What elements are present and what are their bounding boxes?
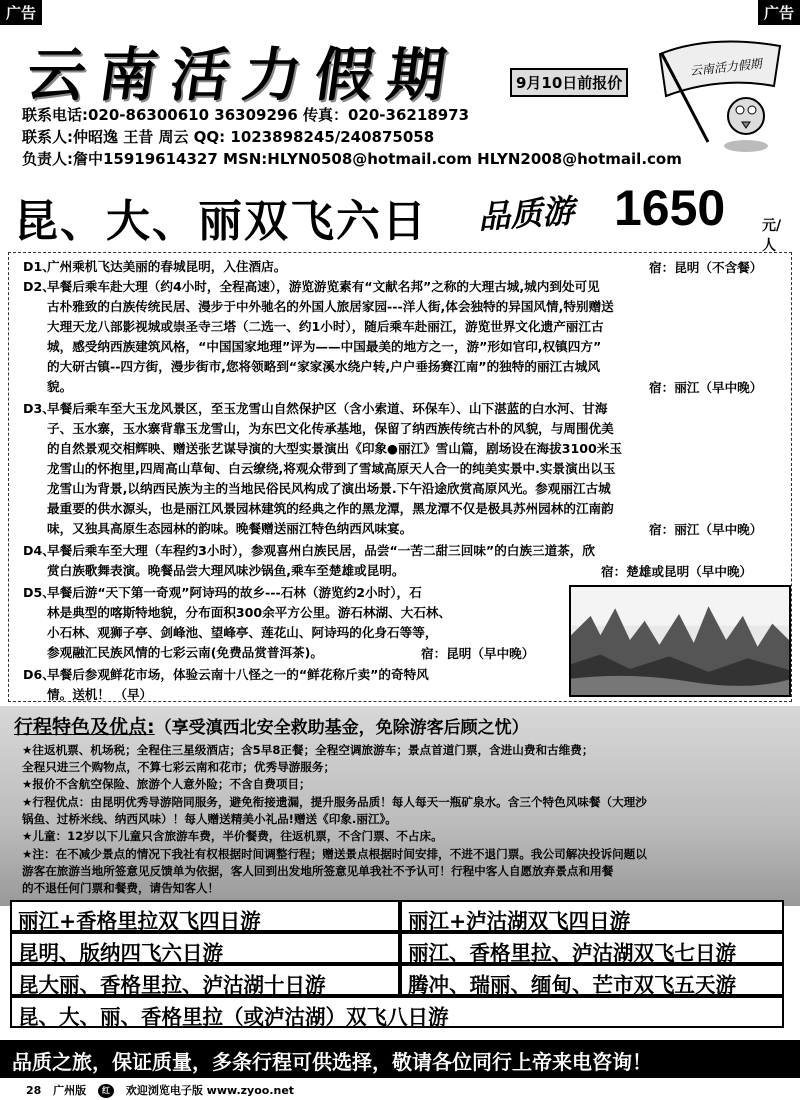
tour-option: 昆明、版纳四飞六日游 bbox=[10, 932, 400, 964]
tour-option: 丽江+泸沽湖双飞四日游 bbox=[400, 900, 784, 932]
slogan-banner: 品质之旅，保证质量，多条行程可供选择，敬请各位同行上帝来电咨询！ bbox=[0, 1040, 800, 1078]
day-line: 情。送机！ （早） bbox=[47, 687, 153, 702]
day-item: D3、早餐后乘车至大玉龙风景区，至玉龙雪山自然保护区（含小索道、环保车）、山下湛蓝的白水河、甘海 bbox=[23, 401, 608, 416]
ad-label-right: 广告 bbox=[758, 0, 800, 25]
tour-option: 丽江、香格里拉、泸沽湖双飞七日游 bbox=[400, 932, 784, 964]
day-stay: 宿：楚雄或昆明（早中晚） bbox=[601, 564, 753, 579]
day-stay: 宿：昆明（早中晚） bbox=[421, 646, 535, 661]
itinerary-box bbox=[8, 252, 792, 702]
page-number: 28 bbox=[26, 1084, 42, 1097]
feature-item: ★往返机票、机场税；全程住三星级酒店；含5早8正餐；全程空调旅游车；景点首道门票，含进山费和古维费； 全程只进三个购物点，不算七彩云南和花市；优秀导游服务； bbox=[22, 743, 594, 774]
brand-title: 云南活力假期 bbox=[22, 41, 465, 109]
tour-option: 腾冲、瑞丽、缅甸、芒市双飞五天游 bbox=[400, 964, 784, 996]
day-line: 古朴雅致的白族传统民居、漫步于中外驰名的外国人旅居家园---洋人街,体会独特的异国风情,特别赠送 bbox=[47, 299, 614, 314]
day-item: D6、早餐后参观鲜花市场，体验云南十八怪之一的“鲜花称斤卖”的奇特风 bbox=[23, 667, 429, 682]
contact-phone-line: 联系电话:020-86300610 36309296 传真：020-36218973 bbox=[22, 106, 470, 124]
day-line: 赏白族歌舞表演。晚餐品尝大理风味沙锅鱼,乘车至楚雄或昆明。 bbox=[47, 563, 405, 578]
day-line: 子、玉水寨，玉水寨背靠玉龙雪山，为东巴文化传承基地，保留了纳西族传统古朴的风貌，与周围优美 bbox=[47, 421, 614, 436]
title-row bbox=[10, 180, 795, 254]
publisher-logo-icon: 红 bbox=[98, 1084, 114, 1098]
ad-label-left: 广告 bbox=[0, 0, 42, 25]
day-line: 城，感受纳西族建筑风格，“中国国家地理”评为——中国最美的地方之一，游”形如官印,权镇四方” bbox=[47, 339, 602, 354]
feature-item: ★报价不含航空保险、旅游个人意外险；不含自费项目； bbox=[22, 777, 311, 791]
features-section bbox=[0, 706, 800, 906]
day-stay: 宿：昆明（不含餐） bbox=[649, 260, 763, 275]
mascot-flag-icon bbox=[650, 24, 790, 154]
day-item: D1、广州乘机飞达美丽的春城昆明，入住酒店。 bbox=[23, 259, 287, 274]
day-line: 龙雪山为背景,以纳西民族为主的当地民俗民风构成了演出场景.下午沿途欣赏高原风光。参观丽江古城 bbox=[47, 481, 611, 496]
day-stay: 宿：丽江（早中晚） bbox=[649, 522, 763, 537]
edition-label: 广州版 bbox=[53, 1084, 87, 1097]
date-badge: 9月10日前报价 bbox=[510, 68, 628, 97]
quality-tour-label: 品质游 bbox=[476, 191, 576, 237]
day-line: 龙雪山的怀抱里,四周高山草甸、白云缭绕,将观众带到了雪域高原天人合一的纯美实景中.实景演出以玉 bbox=[47, 461, 616, 476]
day-line: 貌。 bbox=[47, 379, 73, 394]
feature-item: ★行程优点：由昆明优秀导游陪同服务，避免衔接遗漏，提升服务品质！每人每天一瓶矿泉水。含三个特色风味餐（大理沙 锅鱼、过桥米线、纳西风味）！每人赠送精美小礼品!赠送《印象.丽江》。 bbox=[22, 795, 647, 826]
flag-text: 云南活力假期 bbox=[689, 56, 763, 79]
feature-item: ★儿童：12岁以下儿童只含旅游车费，半价餐费，往返机票，不含门票、不占床。 bbox=[22, 829, 443, 843]
footer bbox=[26, 1082, 302, 1098]
contact-person-line: 联系人:仲昭逸 王昔 周云 QQ: 1023898245/240875058 bbox=[22, 128, 435, 146]
day-line: 味，又独具高原生态园林的韵味。晚餐赠送丽江特色纳西风味宴。 bbox=[47, 521, 413, 536]
tour-option: 昆、大、丽、香格里拉（或泸沽湖）双飞八日游 bbox=[10, 996, 784, 1028]
day-line: 小石林、观狮子亭、剑峰池、望峰亭、莲花山、阿诗玛的化身石等等， bbox=[47, 625, 438, 640]
tour-option: 丽江+香格里拉双飞四日游 bbox=[10, 900, 400, 932]
day-line: 的自然景观交相辉映、赠送张艺谋导演的大型实景演出《印象●丽江》雪山篇，剧场设在海拔3100米玉 bbox=[47, 441, 622, 456]
route-title: 昆、大、丽双飞六日 bbox=[14, 196, 428, 247]
day-line: 大理天龙八部影视城或崇圣寺三塔（二选一、约1小时），随后乘车赴丽江，游览世界文化遗产丽江古 bbox=[47, 319, 604, 334]
day-line: 的大研古镇--四方街，漫步街市,您将领略到“家家溪水绕户转,户户垂扬赛江南”的独特的丽江古城风 bbox=[47, 359, 600, 374]
stone-forest-photo bbox=[569, 585, 791, 697]
website-note: 欢迎浏览电子版 www.zyoo.net bbox=[125, 1084, 295, 1097]
price: 1650 bbox=[614, 180, 726, 236]
tour-option: 昆大丽、香格里拉、泸沽湖十日游 bbox=[10, 964, 400, 996]
day-item: D5、早餐后游“天下第一奇观”阿诗玛的故乡---石林（游览约2小时），石 bbox=[23, 585, 422, 600]
contact-manager-line: 负责人:詹中15919614327 MSN:HLYN0508@hotmail.com HLYN2008@hotmail.com bbox=[22, 150, 682, 168]
day-item: D2、早餐后乘车赴大理（约4小时，全程高速），游览游览素有“文献名邦”之称的大理古城,城内到处可见 bbox=[23, 279, 600, 294]
features-heading: 行程特色及优点:（享受滇西北安全救助基金，免除游客后顾之忧） bbox=[14, 716, 529, 738]
day-line: 参观融汇民族风情的七彩云南(免费品赏普洱茶)。 bbox=[47, 645, 323, 660]
day-line: 最重要的供水源头，也是丽江风景园林建筑的经典之作的黑龙潭，黑龙潭不仅是极具苏州园林的江南韵 bbox=[47, 501, 614, 516]
feature-item: ★注：在不减少景点的情况下我社有权根据时间调整行程；赠送景点根据时间安排，不进不退门票。我公司解决投诉问题以 游客在旅游当地所签意见反馈单为依据，客人回到出发地所签意见单我社不予认可！行程中客人自愿放弃景点和用餐 的不退任何门票和餐费，请告知客人！ bbox=[22, 847, 647, 895]
day-item: D4、早餐后乘车至大理（车程约3小时），参观喜州白族民居，品尝“一苦二甜三回味”的白族三道茶，欣 bbox=[23, 543, 595, 558]
price-unit: 元/人 bbox=[762, 218, 782, 254]
day-line: 林是典型的喀斯特地貌，分布面积300余平方公里。游石林湖、大石林、 bbox=[47, 605, 452, 620]
day-stay: 宿：丽江（早中晚） bbox=[649, 380, 763, 395]
